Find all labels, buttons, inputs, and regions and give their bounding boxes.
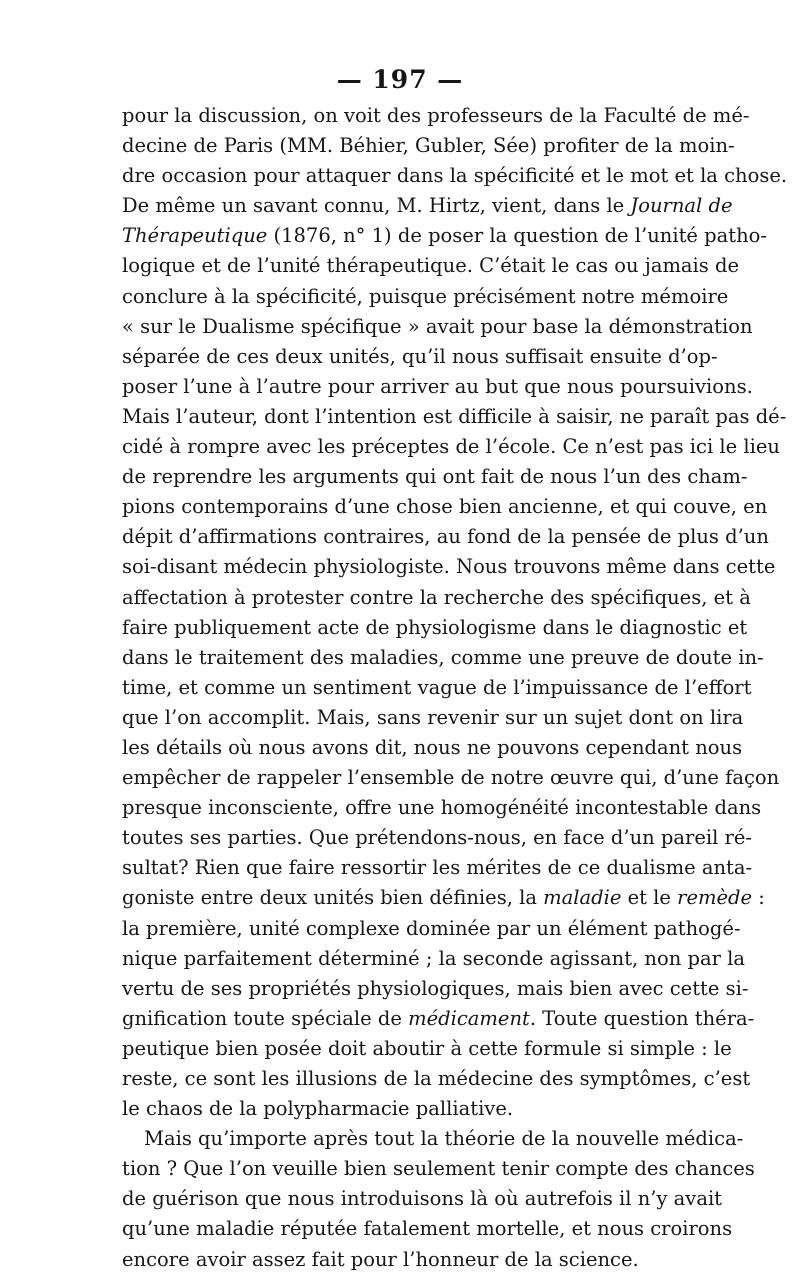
text-line [122, 191, 733, 221]
text-line: séparée de ces deux unités, qu’il nous suffisait ensuite d’op- [122, 344, 718, 368]
text-line: sultat? Rien que faire ressortir les mérites de ce dualisme anta- [122, 856, 753, 880]
text-line: dépit d’affirmations contraires, au fond de la pensée de plus d’un [122, 525, 769, 549]
text-line: Mais l’auteur, dont l’intention est difficile à saisir, ne paraît pas dé- [122, 404, 787, 428]
text-line: presque inconsciente, offre une homogénéité incontestable dans [122, 796, 762, 820]
text-line: les détails où nous avons dit, nous ne pouvons cependant nous [122, 735, 743, 759]
text-line: Mais qu’importe après tout la théorie de la nouvelle médica- [144, 1127, 744, 1151]
text-line: « sur le Dualisme spécifique » avait pour base la démonstration [122, 314, 753, 338]
text-line: de reprendre les arguments qui ont fait de nous l’un des cham- [122, 465, 748, 489]
text-line: le chaos de la polypharmacie palliative. [122, 1097, 514, 1121]
text-segment: gnification toute spéciale de [122, 1006, 409, 1030]
text-segment: (1876, n° 1) de poser la question de l’unité patho- [267, 224, 767, 248]
text-line: de guérison que nous introduisons là où autrefois il n’y avait [122, 1187, 723, 1211]
text-line: logique et de l’unité thérapeutique. C’était le cas ou jamais de [122, 254, 740, 278]
text-line: tion ? Que l’on veuille bien seulement tenir compte des chances [122, 1157, 755, 1181]
text-line: qu’une maladie réputée fatalement mortelle, et nous croirons [122, 1217, 733, 1241]
text-line: nique parfaitement déterminé ; la seconde agissant, non par la [122, 946, 745, 970]
italic-text: maladie [543, 886, 622, 910]
text-line: affectation à protester contre la recherche des spécifiques, et à [122, 585, 751, 609]
text-line: time, et comme un sentiment vague de l’impuissance de l’effort [122, 675, 752, 699]
text-line: decine de Paris (MM. Béhier, Gubler, Sée) profiter de la moin- [122, 134, 735, 158]
text-line: pions contemporains d’une chose bien ancienne, et qui couve, en [122, 495, 768, 519]
text-line: dre occasion pour attaquer dans la spécificité et le mot et la chose. [122, 164, 788, 188]
text-line: poser l’une à l’autre pour arriver au but que nous poursuivions. [122, 374, 753, 398]
text-line: empêcher de rappeler l’ensemble de notre œuvre qui, d’une façon [122, 766, 780, 790]
text-line [122, 1004, 755, 1034]
text-line: conclure à la spécificité, puisque précisément notre mémoire [122, 284, 729, 308]
text-line: vertu de ses propriétés physiologiques, mais bien avec cette si- [122, 976, 749, 1000]
text-line: cidé à rompre avec les préceptes de l’école. Ce n’est pas ici le lieu [122, 435, 780, 459]
text-line: peutique bien posée doit aboutir à cette formule si simple : le [122, 1036, 732, 1060]
text-line [122, 883, 765, 913]
text-line: dans le traitement des maladies, comme une preuve de doute in- [122, 645, 764, 669]
text-segment: goniste entre deux unités bien définies, la [122, 886, 544, 910]
text-line: encore avoir assez fait pour l’honneur de la science. [122, 1247, 639, 1271]
text-line [122, 221, 767, 251]
text-line: reste, ce sont les illusions de la médecine des symptômes, c’est [122, 1067, 751, 1090]
text-segment: et le [621, 886, 678, 910]
page-number: — 197 — [336, 65, 464, 94]
text-line: toutes ses parties. Que prétendons-nous, en face d’un pareil ré- [122, 826, 753, 850]
italic-text: Journal de [630, 194, 733, 218]
text-segment: De même un savant connu, M. Hirtz, vient, dans le [122, 194, 631, 218]
body-text [122, 101, 788, 1275]
text-line: soi-disant médecin physiologiste. Nous trouvons même dans cette [122, 555, 776, 579]
text-line: la première, unité complexe dominée par un élément pathogé- [122, 916, 741, 940]
text-segment: . Toute question théra- [529, 1006, 755, 1030]
text-segment: : [752, 886, 765, 910]
text-line: faire publiquement acte de physiologisme dans le diagnostic et [122, 615, 748, 639]
text-line: pour la discussion, on voit des professeurs de la Faculté de mé- [122, 104, 750, 127]
text-line: que l’on accomplit. Mais, sans revenir sur un sujet dont on lira [122, 705, 744, 729]
italic-text: médicament [408, 1006, 530, 1030]
italic-text: Thérapeutique [122, 224, 268, 248]
italic-text: remède [677, 886, 753, 910]
